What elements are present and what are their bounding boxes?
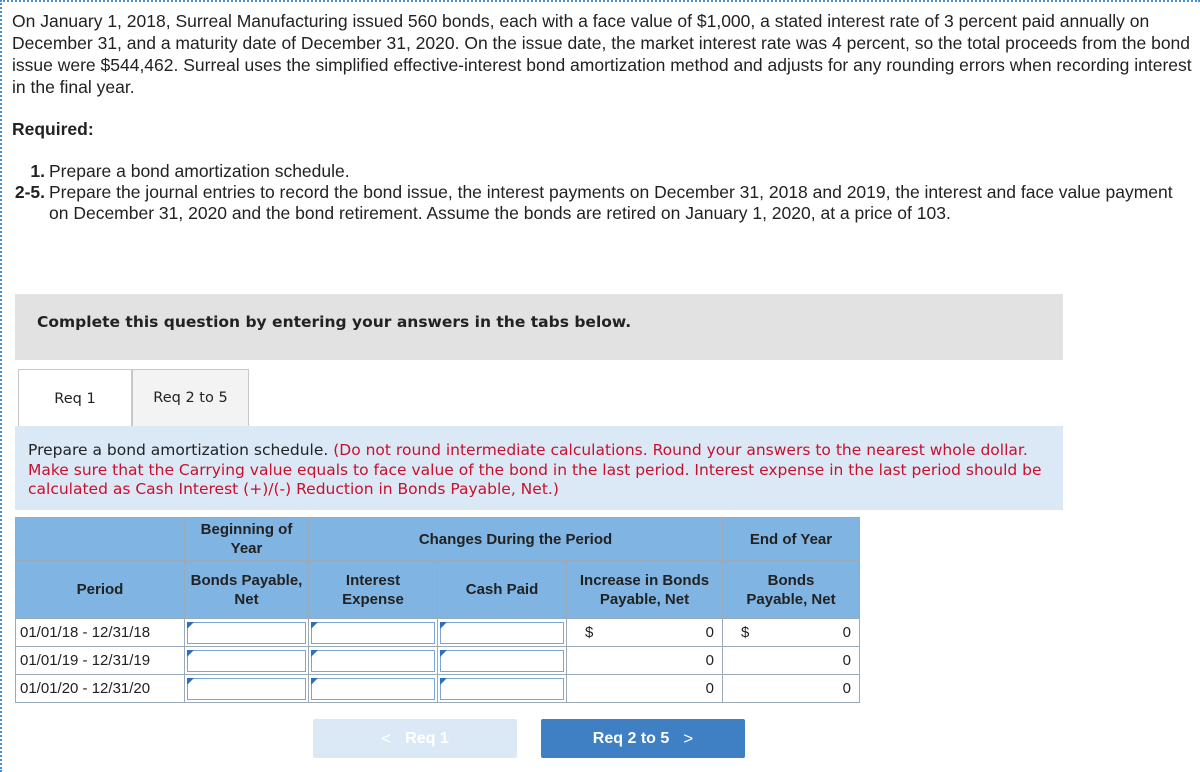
requirement-1 xyxy=(12,161,1187,182)
beginning-bonds-input[interactable] xyxy=(185,675,309,703)
next-req-button[interactable] xyxy=(541,719,745,758)
beginning-bonds-payable-header: Bonds Payable, Net xyxy=(185,561,309,619)
increase-bonds-cell xyxy=(567,619,723,647)
beginning-of-year-header: Beginning of Year xyxy=(185,518,309,561)
input-box[interactable] xyxy=(311,650,435,672)
dollar-sign: $ xyxy=(585,624,594,641)
increase-bonds-payable-header: Increase in Bonds Payable, Net xyxy=(567,561,723,619)
input-box[interactable] xyxy=(187,622,306,644)
period-cell: 01/01/20 - 12/31/20 xyxy=(16,675,185,703)
table-row xyxy=(16,675,860,703)
increase-bonds-cell xyxy=(567,675,723,703)
frame-border-top xyxy=(0,0,1200,2)
complete-question-banner xyxy=(15,294,1063,360)
previous-button-label: Req 1 xyxy=(405,729,449,747)
complete-question-text: Complete this question by entering your answers in the tabs below. xyxy=(37,313,632,331)
required-heading: Required: xyxy=(12,119,94,139)
amortization-schedule-table xyxy=(15,517,860,703)
end-value: 0 xyxy=(842,624,851,641)
period-header-spacer xyxy=(16,518,185,561)
cash-paid-input[interactable] xyxy=(438,619,567,647)
chevron-right-icon: > xyxy=(683,728,694,748)
requirement-text: Prepare the journal entries to record the bond issue, the interest payments on December 31, 2018 and 2019, the interest and face value payment on December 31, 2020 and the bond retirement. Assume the bonds are retired on January 1, 2020, at a price of 103. xyxy=(49,182,1173,223)
requirements-list xyxy=(12,161,1187,224)
input-box[interactable] xyxy=(311,678,435,700)
end-bonds-cell xyxy=(723,619,860,647)
end-value: 0 xyxy=(842,652,851,669)
interest-expense-header: Interest Expense xyxy=(309,561,438,619)
beginning-bonds-input[interactable] xyxy=(185,619,309,647)
interest-expense-input[interactable] xyxy=(309,675,438,703)
input-box[interactable] xyxy=(440,650,564,672)
increase-value: 0 xyxy=(705,680,714,697)
beginning-bonds-input[interactable] xyxy=(185,647,309,675)
tab-req-2-to-5[interactable] xyxy=(132,369,249,427)
period-column-header: Period xyxy=(16,561,185,619)
requirement-number: 1. xyxy=(30,161,45,181)
instructions-note: (Do not round intermediate calculations. Round your answers to the nearest whole dollar. Make sure that the Carrying value equals to face value of the bond in the last period. Interest expense in the last period should be calculated as Cash Interest (+)/(-) Reduction in Bonds Payable, Net.) xyxy=(28,441,1042,498)
cash-paid-input[interactable] xyxy=(438,647,567,675)
instructions-panel xyxy=(15,426,1063,510)
end-bonds-cell xyxy=(723,647,860,675)
tab-label: Req 1 xyxy=(54,390,96,407)
interest-expense-input[interactable] xyxy=(309,619,438,647)
end-of-year-header: End of Year xyxy=(723,518,860,561)
input-box[interactable] xyxy=(311,622,435,644)
table-row xyxy=(16,619,860,647)
requirement-text: Prepare a bond amortization schedule. xyxy=(49,161,350,181)
dollar-sign: $ xyxy=(741,624,750,641)
requirement-2-5 xyxy=(12,182,1187,224)
chevron-left-icon: < xyxy=(381,728,392,748)
instructions-lead: Prepare a bond amortization schedule. xyxy=(28,441,334,459)
increase-bonds-cell xyxy=(567,647,723,675)
cash-paid-input[interactable] xyxy=(438,675,567,703)
tab-label: Req 2 to 5 xyxy=(153,390,228,406)
requirement-number: 2-5. xyxy=(14,182,45,202)
end-bonds-cell xyxy=(723,675,860,703)
tab-req-1[interactable] xyxy=(18,369,132,427)
input-box[interactable] xyxy=(187,678,306,700)
problem-text: On January 1, 2018, Surreal Manufacturing issued 560 bonds, each with a face value of $1,000, a stated interest rate of 3 percent paid annually on December 31, and a maturity date of December 31, 2020. On the issue date, the market interest rate was 4 percent, so the total proceeds from the bond issue were $544,462. Surreal uses the simplified effective-interest bond amortization method and adjusts for any rounding errors when recording interest in the final year. xyxy=(12,11,1192,97)
period-cell: 01/01/18 - 12/31/18 xyxy=(16,619,185,647)
input-box[interactable] xyxy=(440,678,564,700)
end-bonds-payable-header: Bonds Payable, Net xyxy=(723,561,860,619)
input-box[interactable] xyxy=(440,622,564,644)
instructions-text xyxy=(28,441,1048,500)
end-value: 0 xyxy=(842,680,851,697)
frame-border-left xyxy=(0,0,2,772)
cash-paid-header: Cash Paid xyxy=(438,561,567,619)
increase-value: 0 xyxy=(705,624,714,641)
previous-req-button[interactable] xyxy=(313,719,517,758)
interest-expense-input[interactable] xyxy=(309,647,438,675)
table-row xyxy=(16,647,860,675)
period-cell: 01/01/19 - 12/31/19 xyxy=(16,647,185,675)
changes-during-period-header: Changes During the Period xyxy=(309,518,723,561)
input-box[interactable] xyxy=(187,650,306,672)
next-button-label: Req 2 to 5 xyxy=(592,729,670,747)
increase-value: 0 xyxy=(705,652,714,669)
